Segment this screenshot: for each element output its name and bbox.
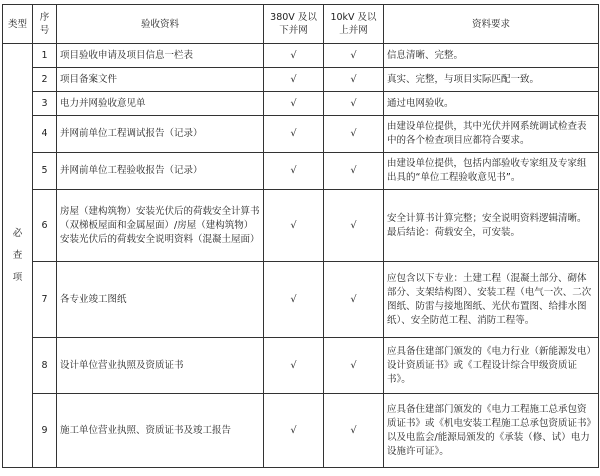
category-label: 必查项	[12, 227, 23, 283]
material-cell: 各专业竣工图纸	[57, 262, 264, 338]
material-cell: 项目备案文件	[57, 68, 264, 92]
table-row	[3, 190, 599, 262]
table-row	[3, 116, 599, 153]
header-material: 验收资料	[57, 5, 264, 44]
table-row	[3, 68, 599, 92]
material-cell: 项目验收申请及项目信息一栏表	[57, 44, 264, 68]
check-380v: √	[264, 262, 324, 338]
check-380v: √	[264, 394, 324, 468]
header-10kv: 10kV 及以上并网	[324, 5, 384, 44]
check-380v: √	[264, 338, 324, 394]
material-cell: 房屋（建构筑物）安装光伏后的荷载安全计算书（双梯板屋面和金属屋面）/房屋（建构筑物）安装光伏后的荷载安全说明资料（混凝土屋面）	[57, 190, 264, 262]
row-number: 4	[33, 116, 57, 153]
table-row	[3, 338, 599, 394]
requirement-cell: 真实、完整，与项目实际匹配一致。	[384, 68, 599, 92]
row-number: 1	[33, 44, 57, 68]
header-seq: 序号	[33, 5, 57, 44]
requirement-cell: 应具备住建部门颁发的《电力行业（新能源发电）设计资质证书》或《工程设计综合甲级资质证书》。	[384, 338, 599, 394]
check-10kv: √	[324, 116, 384, 153]
table-row	[3, 92, 599, 116]
requirement-cell: 应具备住建部门颁发的《电力工程施工总承包资质证书》或《机电安装工程施工总承包资质证书》以及电监会/能源局颁发的《承装（修、试）电力设施许可证》。	[384, 394, 599, 468]
material-cell: 设计单位营业执照及资质证书	[57, 338, 264, 394]
requirement-cell: 通过电网验收。	[384, 92, 599, 116]
row-number: 3	[33, 92, 57, 116]
row-number: 6	[33, 190, 57, 262]
header-row	[3, 5, 599, 44]
requirement-cell: 由建设单位提供，包括内部验收专家组及专家组出具的“单位工程验收意见书”。	[384, 153, 599, 190]
check-10kv: √	[324, 68, 384, 92]
requirement-cell: 由建设单位提供，其中光伏并网系统调试检查表中的各个检查项目应都符合要求。	[384, 116, 599, 153]
check-380v: √	[264, 153, 324, 190]
header-380v: 380V 及以下并网	[264, 5, 324, 44]
row-number: 8	[33, 338, 57, 394]
requirement-cell: 信息清晰、完整。	[384, 44, 599, 68]
requirement-cell: 应包含以下专业：土建工程（混凝土部分、砌体部分、支架结构图）、安装工程（电气一次、二次图纸、防雷与接地图纸、光伏布置图、给排水图纸）、安全防范工程、消防工程等。	[384, 262, 599, 338]
material-cell: 施工单位营业执照、资质证书及竣工报告	[57, 394, 264, 468]
acceptance-materials-table	[2, 4, 599, 468]
check-10kv: √	[324, 153, 384, 190]
requirement-cell: 安全计算书计算完整；安全说明资料逻辑清晰。最后结论：荷载安全，可安装。	[384, 190, 599, 262]
check-380v: √	[264, 190, 324, 262]
check-10kv: √	[324, 394, 384, 468]
check-380v: √	[264, 68, 324, 92]
table-row	[3, 394, 599, 468]
header-category: 类型	[3, 5, 33, 44]
row-number: 5	[33, 153, 57, 190]
row-number: 9	[33, 394, 57, 468]
row-number: 2	[33, 68, 57, 92]
table-row	[3, 153, 599, 190]
check-380v: √	[264, 92, 324, 116]
check-380v: √	[264, 44, 324, 68]
check-10kv: √	[324, 338, 384, 394]
category-cell	[3, 44, 33, 468]
table-row	[3, 262, 599, 338]
header-requirement: 资料要求	[384, 5, 599, 44]
material-cell: 并网前单位工程调试报告（记录）	[57, 116, 264, 153]
check-10kv: √	[324, 44, 384, 68]
row-number: 7	[33, 262, 57, 338]
material-cell: 并网前单位工程验收报告（记录）	[57, 153, 264, 190]
check-10kv: √	[324, 190, 384, 262]
check-10kv: √	[324, 92, 384, 116]
table-row	[3, 44, 599, 68]
check-380v: √	[264, 116, 324, 153]
check-10kv: √	[324, 262, 384, 338]
material-cell: 电力并网验收意见单	[57, 92, 264, 116]
